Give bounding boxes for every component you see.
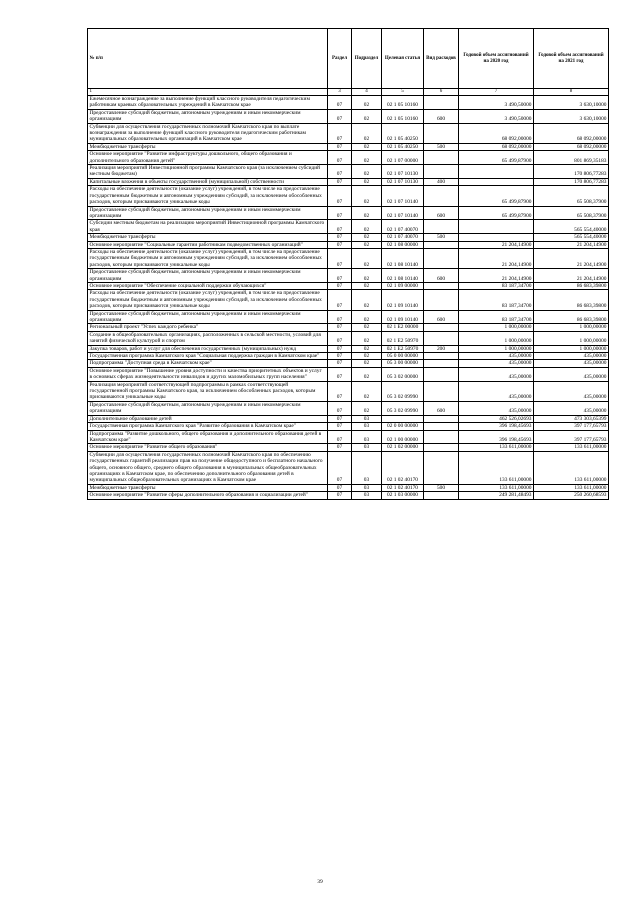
row-target-cell: 02 0 00 00000	[382, 423, 424, 430]
row-razdel-cell: 07	[328, 123, 352, 143]
row-expense-type-cell	[424, 353, 459, 360]
row-razdel-cell: 07	[328, 360, 352, 367]
row-expense-type-cell	[424, 430, 459, 444]
row-allocation-2020-cell: 396 198,45693	[459, 423, 534, 430]
row-allocation-2020-cell: 65 499,87900	[459, 186, 534, 206]
row-podrazdel-cell: 02	[352, 96, 382, 110]
table-row	[88, 444, 609, 451]
row-razdel-cell: 07	[328, 282, 352, 289]
row-name-cell: Капитальные вложения в объекты государственной (муниципальной) собственности	[88, 178, 328, 185]
row-allocation-2020-cell: 435,00000	[459, 360, 534, 367]
row-podrazdel-cell: 02	[352, 345, 382, 352]
row-allocation-2020-cell: 21 204,14900	[459, 241, 534, 248]
table-row	[88, 248, 609, 268]
row-podrazdel-cell: 03	[352, 492, 382, 499]
header-podrazdel: Подраздел	[352, 29, 382, 89]
row-target-cell: 05 3 02 00000	[382, 367, 424, 381]
table-row	[88, 353, 609, 360]
table-row	[88, 143, 609, 150]
row-razdel-cell: 07	[328, 451, 352, 484]
table-row	[88, 269, 609, 283]
row-podrazdel-cell: 02	[352, 109, 382, 123]
table-row	[88, 178, 609, 185]
row-razdel-cell: 07	[328, 367, 352, 381]
row-target-cell: 02 1 02 00000	[382, 444, 424, 451]
row-allocation-2021-cell: 65 508,37900	[534, 206, 609, 220]
row-allocation-2021-cell: 1 000,00000	[534, 345, 609, 352]
row-allocation-2021-cell: 21 204,14900	[534, 248, 609, 268]
row-allocation-2020-cell	[459, 220, 534, 234]
row-allocation-2021-cell: 21 204,14900	[534, 241, 609, 248]
row-name-cell: Предоставление субсидий бюджетным, автономным учреждениям и иным некоммерческим организациям	[88, 401, 328, 415]
row-target-cell: 05 3 02 09990	[382, 401, 424, 415]
row-target-cell: 02 1 08 00000	[382, 241, 424, 248]
row-name-cell: Основное мероприятие "Обеспечение социальной поддержки обучающихся"	[88, 282, 328, 289]
row-target-cell: 02 1 07 10140	[382, 186, 424, 206]
row-podrazdel-cell: 03	[352, 423, 382, 430]
row-allocation-2020-cell: 21 204,14900	[459, 248, 534, 268]
row-allocation-2020-cell: 21 204,14900	[459, 269, 534, 283]
row-allocation-2021-cell: 565 554,40000	[534, 220, 609, 234]
table-row	[88, 290, 609, 310]
row-expense-type-cell: 600	[424, 109, 459, 123]
row-name-cell: Государственная программа Камчатского края "Развитие образования в Камчатском крае"	[88, 423, 328, 430]
row-expense-type-cell: 400	[424, 178, 459, 185]
row-podrazdel-cell: 02	[352, 248, 382, 268]
row-expense-type-cell	[424, 248, 459, 268]
header-target-article: Целевая статья	[382, 29, 424, 89]
row-target-cell: 02 1 09 10140	[382, 290, 424, 310]
row-allocation-2020-cell: 68 092,00000	[459, 123, 534, 143]
table-row	[88, 234, 609, 241]
row-target-cell: 02 1 03 00000	[382, 492, 424, 499]
row-podrazdel-cell: 02	[352, 290, 382, 310]
row-name-cell: Предоставление субсидий бюджетным, автономным учреждениям и иным некоммерческим организациям	[88, 109, 328, 123]
index-cell: 1	[88, 89, 328, 96]
row-razdel-cell: 07	[328, 324, 352, 331]
row-allocation-2021-cell: 133 611,00000	[534, 484, 609, 491]
row-allocation-2020-cell: 396 198,45693	[459, 430, 534, 444]
row-allocation-2021-cell: 170 806,77283	[534, 165, 609, 179]
table-row	[88, 151, 609, 165]
row-razdel-cell: 07	[328, 241, 352, 248]
row-allocation-2020-cell: 249 281,48493	[459, 492, 534, 499]
row-allocation-2021-cell: 1 000,00000	[534, 331, 609, 345]
row-expense-type-cell	[424, 220, 459, 234]
row-name-cell: Субвенции для осуществления государственных полномочий Камчатского края по обеспечению государственных гарантий реализации прав на получение общедоступного и бесплатного начального общего, основного общего, среднего общего образования в муниципальных общеобразовательных организациях в Камчатском крае, по обеспечению дополнительного образования детей в муниципальных общеобразовательных организациях в Камчатском крае	[88, 451, 328, 484]
row-expense-type-cell	[424, 360, 459, 367]
row-target-cell: 02 1 07 10130	[382, 178, 424, 185]
table-row	[88, 324, 609, 331]
row-razdel-cell: 07	[328, 220, 352, 234]
row-razdel-cell: 07	[328, 151, 352, 165]
row-target-cell: 05 3 00 00000	[382, 360, 424, 367]
row-allocation-2020-cell: 65 499,87900	[459, 151, 534, 165]
row-allocation-2021-cell: 133 611,00000	[534, 451, 609, 484]
row-name-cell: Межбюджетные трансферты	[88, 484, 328, 491]
row-name-cell: Основное мероприятие "Развитие сферы дополнительного образования и социализации детей"	[88, 492, 328, 499]
row-name-cell: Предоставление субсидий бюджетным, автономным учреждениям и иным некоммерческим организациям	[88, 269, 328, 283]
row-podrazdel-cell: 03	[352, 484, 382, 491]
row-podrazdel-cell: 02	[352, 241, 382, 248]
row-razdel-cell: 07	[328, 381, 352, 401]
row-allocation-2021-cell: 435,00000	[534, 401, 609, 415]
row-podrazdel-cell: 02	[352, 143, 382, 150]
row-target-cell: 02 1 07 40070	[382, 220, 424, 234]
row-target-cell: 02 1 00 00000	[382, 430, 424, 444]
row-allocation-2020-cell: 1 000,00000	[459, 331, 534, 345]
row-allocation-2020-cell: 133 611,00000	[459, 484, 534, 491]
row-podrazdel-cell: 02	[352, 353, 382, 360]
row-razdel-cell: 07	[328, 492, 352, 499]
row-razdel-cell: 07	[328, 415, 352, 422]
row-target-cell	[382, 415, 424, 422]
row-podrazdel-cell: 03	[352, 415, 382, 422]
row-razdel-cell: 07	[328, 165, 352, 179]
table-row	[88, 360, 609, 367]
row-expense-type-cell: 500	[424, 234, 459, 241]
row-allocation-2020-cell: 3 490,50000	[459, 96, 534, 110]
table-row	[88, 241, 609, 248]
header-expense-type: Вид расходов	[424, 29, 459, 89]
table-row	[88, 96, 609, 110]
table-row	[88, 220, 609, 234]
row-name-cell: Основное мероприятие "Развитие инфраструктуры дошкольного, общего образования и дополнительного образования детей"	[88, 151, 328, 165]
row-expense-type-cell	[424, 367, 459, 381]
row-razdel-cell: 07	[328, 178, 352, 185]
row-target-cell: 02 1 05 40250	[382, 123, 424, 143]
row-name-cell: Основное мероприятие "Социальные гарантии работникам подведомственных организаций"	[88, 241, 328, 248]
row-expense-type-cell	[424, 444, 459, 451]
row-target-cell: 02 1 E2 00000	[382, 324, 424, 331]
row-target-cell: 02 1 07 10130	[382, 165, 424, 179]
row-razdel-cell: 07	[328, 290, 352, 310]
table-row	[88, 206, 609, 220]
row-podrazdel-cell: 02	[352, 367, 382, 381]
row-allocation-2020-cell: 83 187,34700	[459, 282, 534, 289]
row-razdel-cell: 07	[328, 430, 352, 444]
row-expense-type-cell	[424, 415, 459, 422]
row-name-cell: Подпрограмма "Доступная среда в Камчатском крае"	[88, 360, 328, 367]
row-allocation-2021-cell: 3 630,10000	[534, 96, 609, 110]
row-allocation-2021-cell: 68 092,00000	[534, 123, 609, 143]
row-allocation-2020-cell: 435,00000	[459, 353, 534, 360]
row-name-cell: Основное мероприятие "Повышение уровня доступности и качества приоритетных объектов и услуг в основных сферах жизнедеятельности инвалидов и других маломобильных групп населения"	[88, 367, 328, 381]
row-podrazdel-cell: 02	[352, 178, 382, 185]
row-podrazdel-cell: 02	[352, 206, 382, 220]
row-razdel-cell: 07	[328, 310, 352, 324]
row-target-cell: 02 1 08 10140	[382, 248, 424, 268]
row-podrazdel-cell: 02	[352, 123, 382, 143]
table-row	[88, 492, 609, 499]
row-target-cell: 02 1 07 40070	[382, 234, 424, 241]
index-cell: 3	[328, 89, 352, 96]
row-target-cell: 02 1 02 40170	[382, 451, 424, 484]
row-target-cell: 05 3 02 09990	[382, 381, 424, 401]
row-target-cell: 02 1 09 00000	[382, 282, 424, 289]
table-row	[88, 165, 609, 179]
row-name-cell: Расходы на обеспечение деятельности (оказание услуг) учреждений, в том числе на предоставление государственным бюджетным и автономным учреждениям субсидий, за исключением обособленных расходов, которым присваиваются уникальные коды	[88, 290, 328, 310]
row-podrazdel-cell: 03	[352, 444, 382, 451]
row-allocation-2021-cell: 68 092,00000	[534, 143, 609, 150]
table-index-row	[88, 89, 609, 96]
row-target-cell: 02 1 05 40250	[382, 143, 424, 150]
row-allocation-2020-cell: 83 187,34700	[459, 290, 534, 310]
row-allocation-2021-cell: 133 611,00000	[534, 444, 609, 451]
row-name-cell: Дополнительное образование детей	[88, 415, 328, 422]
page-number: 39	[317, 879, 323, 885]
row-expense-type-cell	[424, 331, 459, 345]
row-podrazdel-cell: 02	[352, 310, 382, 324]
row-razdel-cell: 07	[328, 484, 352, 491]
row-podrazdel-cell: 03	[352, 451, 382, 484]
row-allocation-2021-cell: 250 260,68593	[534, 492, 609, 499]
row-razdel-cell: 07	[328, 269, 352, 283]
budget-allocation-table	[87, 28, 609, 500]
table-body	[88, 96, 609, 500]
row-expense-type-cell: 500	[424, 484, 459, 491]
table-row	[88, 367, 609, 381]
row-razdel-cell: 07	[328, 206, 352, 220]
row-razdel-cell: 07	[328, 186, 352, 206]
row-podrazdel-cell: 02	[352, 324, 382, 331]
row-name-cell: Региональный проект "Успех каждого ребенка"	[88, 324, 328, 331]
row-name-cell: Предоставление субсидий бюджетным, автономным учреждениям и иным некоммерческим организациям	[88, 310, 328, 324]
row-podrazdel-cell: 02	[352, 331, 382, 345]
row-razdel-cell: 07	[328, 96, 352, 110]
row-razdel-cell: 07	[328, 401, 352, 415]
row-allocation-2020-cell: 435,00000	[459, 367, 534, 381]
row-target-cell: 02 1 07 10140	[382, 206, 424, 220]
row-name-cell: Ежемесячное вознаграждение за выполнение функций классного руководителя педагогическим работникам краевых образовательных учреждений в Камчатском крае	[88, 96, 328, 110]
row-allocation-2020-cell: 1 000,00000	[459, 324, 534, 331]
table-row	[88, 484, 609, 491]
row-allocation-2020-cell: 435,00000	[459, 401, 534, 415]
index-cell: 4	[352, 89, 382, 96]
row-razdel-cell: 07	[328, 423, 352, 430]
table-header	[88, 29, 609, 96]
row-allocation-2021-cell: 397 177,65793	[534, 423, 609, 430]
row-name-cell: Государственная программа Камчатского края "Социальная поддержка граждан в Камчатском крае"	[88, 353, 328, 360]
row-name-cell: Подпрограмма "Развитие дошкольного, общего образования и дополнительного образования детей в Камчатском крае"	[88, 430, 328, 444]
header-name: № п/п	[88, 29, 328, 89]
row-podrazdel-cell: 02	[352, 401, 382, 415]
row-allocation-2021-cell: 86 683,39800	[534, 310, 609, 324]
table-row	[88, 423, 609, 430]
table-row	[88, 345, 609, 352]
table-row	[88, 415, 609, 422]
row-allocation-2021-cell: 435,00000	[534, 360, 609, 367]
row-allocation-2020-cell: 462 526,02693	[459, 415, 534, 422]
row-target-cell: 02 1 08 10140	[382, 269, 424, 283]
index-cell: 8	[534, 89, 609, 96]
table-row	[88, 451, 609, 484]
row-name-cell: Расходы на обеспечение деятельности (оказание услуг) учреждений, в том числе на предоставление государственным бюджетным и автономным учреждениям субсидий, за исключением обособленных расходов, которым присваиваются уникальные коды	[88, 248, 328, 268]
row-allocation-2021-cell: 65 508,37900	[534, 186, 609, 206]
row-name-cell: Межбюджетные трансферты	[88, 234, 328, 241]
row-expense-type-cell: 600	[424, 401, 459, 415]
row-name-cell: Реализация мероприятий соответствующей подпрограммы в рамках соответствующей государственной программы Камчатского края, за исключением обособленных расходов, которым присваиваются уникальные коды	[88, 381, 328, 401]
row-target-cell: 02 1 E2 50970	[382, 345, 424, 352]
row-name-cell: Субсидии местным бюджетам на реализацию мероприятий Инвестиционной программы Камчатского края	[88, 220, 328, 234]
row-expense-type-cell	[424, 290, 459, 310]
table-row	[88, 401, 609, 415]
table-row	[88, 381, 609, 401]
row-allocation-2020-cell: 3 490,50000	[459, 109, 534, 123]
budget-document-page	[87, 28, 608, 500]
index-cell: 7	[459, 89, 534, 96]
row-name-cell: Субвенции для осуществления государственных полномочий Камчатского края по выплате вознаграждения за выполнение функций классного руководителя педагогическим работникам муниципальных образовательных организаций в Камчатском крае	[88, 123, 328, 143]
table-row	[88, 310, 609, 324]
row-allocation-2020-cell	[459, 165, 534, 179]
row-allocation-2021-cell: 435,00000	[534, 353, 609, 360]
row-expense-type-cell	[424, 241, 459, 248]
table-row	[88, 123, 609, 143]
row-razdel-cell: 07	[328, 248, 352, 268]
row-podrazdel-cell: 02	[352, 220, 382, 234]
row-allocation-2021-cell: 86 683,39800	[534, 282, 609, 289]
row-podrazdel-cell: 02	[352, 381, 382, 401]
row-podrazdel-cell: 02	[352, 151, 382, 165]
index-cell: 6	[424, 89, 459, 96]
row-expense-type-cell	[424, 96, 459, 110]
row-expense-type-cell	[424, 324, 459, 331]
row-allocation-2020-cell: 133 611,00000	[459, 451, 534, 484]
row-allocation-2021-cell: 397 177,65793	[534, 430, 609, 444]
row-name-cell: Межбюджетные трансферты	[88, 143, 328, 150]
row-podrazdel-cell: 02	[352, 165, 382, 179]
row-allocation-2021-cell: 1 000,00000	[534, 324, 609, 331]
row-razdel-cell: 07	[328, 353, 352, 360]
header-allocation-2021: Годовой объем ассигнований на 2021 год	[534, 29, 609, 89]
row-name-cell: Расходы на обеспечение деятельности (оказание услуг) учреждений, в том числе на предоставление государственным бюджетным и автономным учреждениям субсидий, за исключением обособленных расходов, которым присваиваются уникальные коды	[88, 186, 328, 206]
table-row	[88, 282, 609, 289]
row-allocation-2020-cell: 133 611,00000	[459, 444, 534, 451]
row-allocation-2021-cell: 435,00000	[534, 367, 609, 381]
table-row	[88, 109, 609, 123]
row-name-cell: Реализация мероприятий Инвестиционной программы Камчатского края (за исключением субсидий местным бюджетам)	[88, 165, 328, 179]
row-name-cell: Закупка товаров, работ и услуг для обеспечения государственных (муниципальных) нужд	[88, 345, 328, 352]
row-allocation-2020-cell: 1 000,00000	[459, 345, 534, 352]
row-expense-type-cell: 600	[424, 310, 459, 324]
row-podrazdel-cell: 02	[352, 360, 382, 367]
row-allocation-2021-cell: 170 806,77283	[534, 178, 609, 185]
row-razdel-cell: 07	[328, 331, 352, 345]
row-podrazdel-cell: 02	[352, 234, 382, 241]
row-target-cell: 02 1 09 10140	[382, 310, 424, 324]
row-name-cell: Основное мероприятие "Развитие общего образования"	[88, 444, 328, 451]
row-target-cell: 02 1 02 40170	[382, 484, 424, 491]
row-allocation-2020-cell: 435,00000	[459, 381, 534, 401]
row-allocation-2021-cell: 435,00000	[534, 381, 609, 401]
row-expense-type-cell: 600	[424, 206, 459, 220]
table-row	[88, 186, 609, 206]
row-allocation-2021-cell: 86 683,39800	[534, 290, 609, 310]
row-allocation-2020-cell	[459, 234, 534, 241]
row-expense-type-cell	[424, 123, 459, 143]
row-expense-type-cell	[424, 492, 459, 499]
row-podrazdel-cell: 02	[352, 269, 382, 283]
row-target-cell: 02 1 05 10160	[382, 96, 424, 110]
row-expense-type-cell	[424, 451, 459, 484]
row-razdel-cell: 07	[328, 234, 352, 241]
row-allocation-2021-cell: 21 204,14900	[534, 269, 609, 283]
row-allocation-2020-cell: 83 187,34700	[459, 310, 534, 324]
row-expense-type-cell: 500	[424, 143, 459, 150]
row-razdel-cell: 07	[328, 109, 352, 123]
row-expense-type-cell	[424, 423, 459, 430]
row-allocation-2021-cell: 473 303,65399	[534, 415, 609, 422]
row-name-cell: Создание в общеобразовательных организациях, расположенных в сельской местности, условий для занятий физической культурой и спортом	[88, 331, 328, 345]
row-expense-type-cell	[424, 165, 459, 179]
row-expense-type-cell	[424, 151, 459, 165]
row-allocation-2021-cell: 801 869,35183	[534, 151, 609, 165]
row-expense-type-cell: 600	[424, 269, 459, 283]
row-target-cell: 05 0 00 00000	[382, 353, 424, 360]
row-expense-type-cell	[424, 381, 459, 401]
row-target-cell: 02 1 07 00000	[382, 151, 424, 165]
row-allocation-2021-cell: 565 554,40000	[534, 234, 609, 241]
row-allocation-2021-cell: 3 630,10000	[534, 109, 609, 123]
row-allocation-2020-cell: 65 499,87900	[459, 206, 534, 220]
row-expense-type-cell: 200	[424, 345, 459, 352]
header-allocation-2020: Годовой объем ассигнований на 2020 год	[459, 29, 534, 89]
row-podrazdel-cell: 02	[352, 186, 382, 206]
row-target-cell: 02 1 E2 50970	[382, 331, 424, 345]
row-podrazdel-cell: 03	[352, 430, 382, 444]
row-allocation-2020-cell	[459, 178, 534, 185]
row-razdel-cell: 07	[328, 444, 352, 451]
table-row	[88, 430, 609, 444]
row-allocation-2020-cell: 68 092,00000	[459, 143, 534, 150]
row-expense-type-cell	[424, 186, 459, 206]
row-razdel-cell: 07	[328, 143, 352, 150]
row-expense-type-cell	[424, 282, 459, 289]
row-podrazdel-cell: 02	[352, 282, 382, 289]
table-row	[88, 331, 609, 345]
row-razdel-cell: 07	[328, 345, 352, 352]
row-target-cell: 02 1 05 10160	[382, 109, 424, 123]
index-cell: 5	[382, 89, 424, 96]
row-name-cell: Предоставление субсидий бюджетным, автономным учреждениям и иным некоммерческим организациям	[88, 206, 328, 220]
table-header-row	[88, 29, 609, 89]
header-razdel: Раздел	[328, 29, 352, 89]
